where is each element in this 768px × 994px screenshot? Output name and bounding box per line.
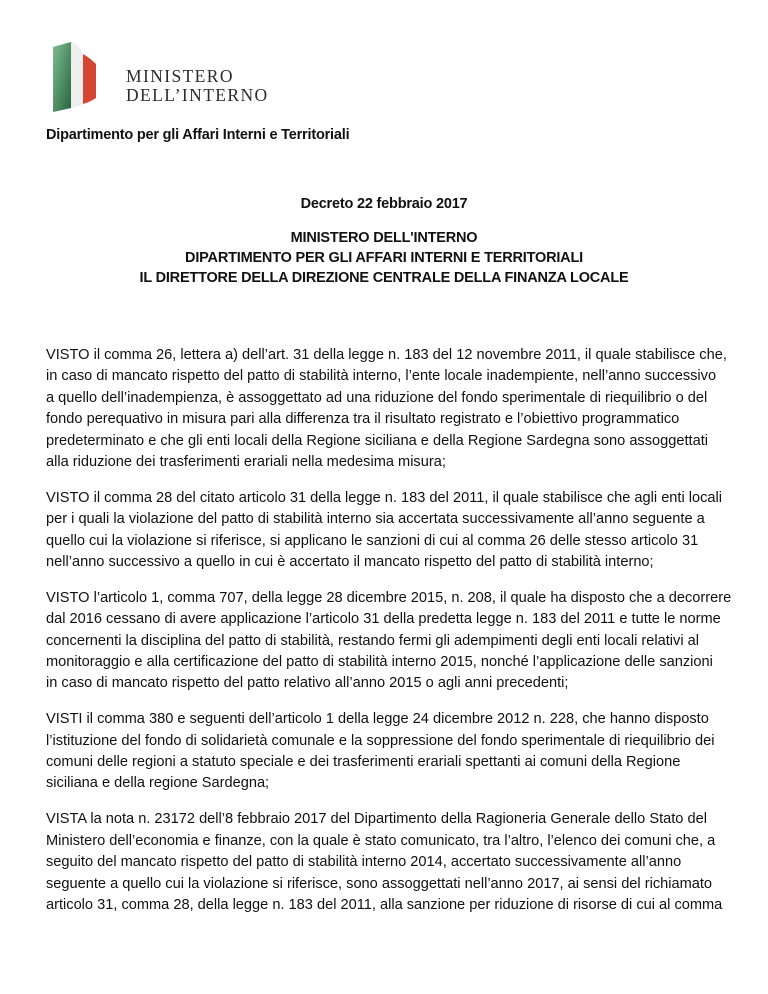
text-line: VISTO il comma 28 del citato articolo 31 della legge n. 183 del 2011, il quale stabilisce che agli enti locali [46, 489, 723, 506]
text-line: Ministero dell’economia e finanze, con la quale è stato comunicato, tra l’altro, l’elenco dei comuni che, a [46, 832, 716, 849]
text-line: in caso di mancato rispetto del patto relativo all’anno 2015 o agli anni precedenti; [46, 675, 569, 692]
paragraph-vista-nota [46, 809, 726, 916]
authority-line: MINISTERO DELL'INTERNO [290, 230, 478, 246]
logo-line-2: DELL’INTERNO [126, 85, 269, 105]
text-line: quello cui la violazione si riferisce, si applicano le sanzioni di cui al comma 26 delle stesso articolo 31 [46, 532, 699, 549]
paragraph-visto-comma-26 [46, 345, 726, 473]
text-line: VISTO l’articolo 1, comma 707, della legge 28 dicembre 2015, n. 208, il quale ha disposto che a decorrere [46, 589, 732, 606]
text-line: concernenti la disciplina del patto di stabilità, restando fermi gli adempimenti degli enti locali relativi al [46, 632, 700, 649]
text-line: l’istituzione del fondo di solidarietà comunale e la soppressione del fondo sperimentale di riequilibrio dei [46, 732, 715, 749]
text-line: seguente a quello cui la violazione si riferisce, sono assoggettati nell’anno 2017, ai sensi del richiamato [46, 875, 713, 892]
text-line: fondo perequativo in misura pari alla differenza tra il risultato registrato e l’obiettivo programmatico [46, 411, 680, 428]
italian-flag-logo-icon [52, 42, 122, 112]
ministry-logo [52, 42, 292, 112]
text-line: dal 2016 cessano di avere applicazione l’articolo 31 della predetta legge n. 183 del 2011 e tutte le norme [46, 611, 721, 628]
text-line: predeterminato e che gli enti locali della Regione siciliana e della Regione Sardegna sono assoggettati [46, 432, 709, 449]
paragraph-visto-comma-28 [46, 488, 726, 574]
text-line: alla riduzione dei trasferimenti erariali nella medesima misura; [46, 454, 446, 471]
authority-line: DIPARTIMENTO PER GLI AFFARI INTERNI E TERRITORIALI [185, 250, 583, 266]
decree-title: Decreto 22 febbraio 2017 [300, 196, 468, 212]
text-line: monitoraggio e alla certificazione del patto di stabilità interno 2015, nonché l’applicazione delle sanzioni [46, 654, 713, 671]
text-line: seguito del mancato rispetto del patto di stabilità interno 2014, accertato successivamente all’anno [46, 854, 682, 871]
text-line: VISTO il comma 26, lettera a) dell’art. 31 della legge n. 183 del 12 novembre 2011, il quale stabilisce che, [46, 347, 727, 363]
text-line: a quello dell’inadempienza, è assoggettato ad una riduzione del fondo sperimentale di riequilibrio o del [46, 389, 708, 406]
text-line: comuni delle regioni a statuto speciale e dei trasferimenti erariali spettanti ai comuni della Regione [46, 754, 681, 771]
paragraph-visti-comma-380 [46, 709, 726, 795]
logo-wordmark [126, 67, 269, 105]
issuing-authority [0, 228, 768, 288]
authority-line: IL DIRETTORE DELLA DIREZIONE CENTRALE DELLA FINANZA LOCALE [139, 270, 629, 286]
text-line: in caso di mancato rispetto del patto di stabilità interno, l’ente locale inadempiente, nell’anno successivo [46, 368, 717, 385]
department-name: Dipartimento per gli Affari Interni e Territoriali [46, 127, 350, 143]
text-line: siciliana e della regione Sardegna; [46, 775, 270, 792]
text-line: VISTI il comma 380 e seguenti dell’articolo 1 della legge 24 dicembre 2012 n. 228, che hanno disposto [46, 711, 709, 728]
text-line: per i quali la violazione del patto di stabilità interno sia accertata successivamente all’anno seguente a [46, 511, 705, 528]
paragraph-visto-articolo-1 [46, 588, 732, 695]
text-line: nell’anno successivo a quello in cui è accertato il mancato rispetto del patto di stabilità interno; [46, 554, 654, 571]
text-line: articolo 31, comma 28, della legge n. 183 del 2011, alla sanzione per riduzione di risorse di cui al comma [46, 896, 723, 913]
decree-body [46, 345, 732, 931]
logo-line-1: MINISTERO [126, 66, 234, 86]
text-line: VISTA la nota n. 23172 dell’8 febbraio 2017 del Dipartimento della Ragioneria Generale dello Stato del [46, 811, 707, 828]
